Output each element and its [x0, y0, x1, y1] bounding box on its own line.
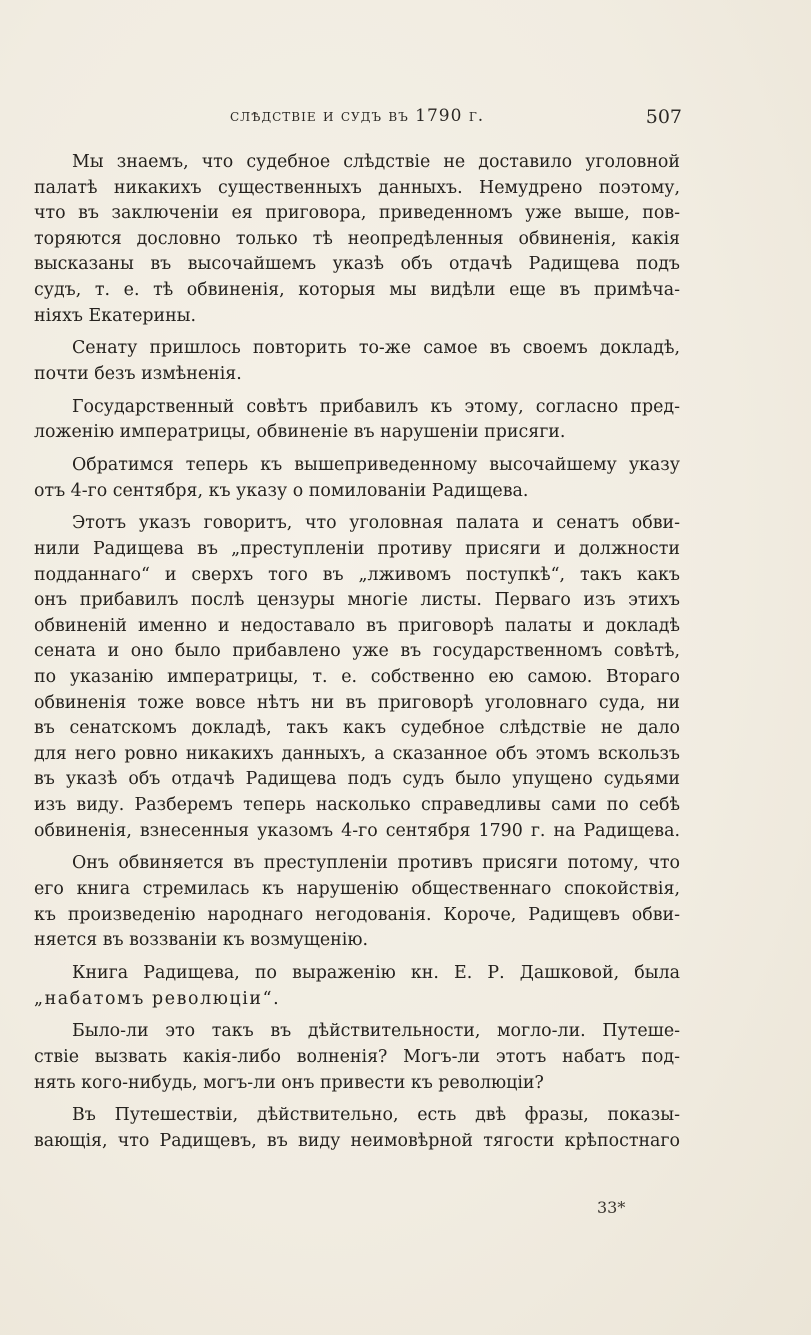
text-line: нять кого-нибудь, могъ-ли онъ привести къ революціи?: [34, 1072, 544, 1093]
text-line: торяются дословно только тѣ неопредѣленныя обвиненія, какія: [34, 228, 680, 249]
text-line: ніяхъ Екатерины.: [34, 305, 197, 326]
text-line: почти безъ измѣненія.: [34, 363, 242, 384]
text-line: Въ Путешествіи, дѣйствительно, есть двѣ фразы, показы-: [72, 1105, 680, 1126]
text-line: вающія, что Радищевъ, въ виду неимовѣрной тягости крѣпостнаго: [34, 1130, 680, 1151]
text-line: палатѣ никакихъ существенныхъ данныхъ. Немудрено поэтому,: [34, 177, 680, 198]
text-line: высказаны въ высочайшемъ указѣ объ отдачѣ Радищева подъ: [34, 254, 680, 275]
paragraph: [34, 453, 680, 504]
text-line: нили Радищева въ „преступленіи противу присяги и должности: [34, 539, 680, 560]
text-line: ложенію императрицы, обвиненіе въ нарушеніи присяги.: [34, 422, 566, 443]
text-line: судъ, т. е. тѣ обвиненія, которыя мы видѣли еще въ примѣча-: [34, 279, 680, 300]
page-header: [70, 106, 682, 136]
text-line: подданнаго“ и сверхъ того въ „лживомъ поступкѣ“, такъ какъ: [34, 564, 680, 585]
text-line: по указанію императрицы, т. е. собственно ею самою. Втораго: [34, 667, 680, 688]
text-line: для него ровно никакихъ данныхъ, а сказанное объ этомъ вскользъ: [34, 743, 680, 764]
paragraph: [34, 1103, 680, 1154]
text-line: въ сенатскомъ докладѣ, такъ какъ судебное слѣдствіе не дало: [34, 718, 680, 739]
text-line: Этотъ указъ говоритъ, что уголовная палата и сенатъ обви-: [72, 513, 680, 534]
signature-mark: 33*: [597, 1198, 626, 1217]
text-line: Было-ли это такъ въ дѣйствительности, могло-ли. Путеше-: [72, 1021, 680, 1042]
paragraph: [34, 851, 680, 953]
text-line: Мы знаемъ, что судебное слѣдствіе не доставило уголовной: [72, 152, 680, 172]
text-line: что въ заключеніи ея приговора, приведенномъ уже выше, пов-: [34, 203, 680, 224]
paragraph: [34, 961, 680, 1012]
text-line: „набатомъ революціи“.: [34, 988, 281, 1009]
text-line: Государственный совѣтъ прибавилъ къ этому, согласно пред-: [72, 396, 680, 417]
text-line: изъ виду. Разберемъ теперь насколько справедливы сами по себѣ: [34, 795, 680, 815]
text-line: Книга Радищева, по выраженію кн. Е. Р. Дашковой, была: [72, 962, 680, 983]
text-line: ствіе вызвать какія-либо волненія? Могъ-ли этотъ набатъ под-: [34, 1046, 680, 1067]
paragraph: [34, 150, 680, 329]
text-line: обвиненій именно и недоставало въ приговорѣ палаты и докладѣ: [34, 615, 680, 636]
text-line: его книга стремилась къ нарушенію общественнаго спокойствія,: [34, 878, 680, 899]
page-number: 507: [645, 106, 682, 128]
body-text: [34, 150, 680, 1162]
text-line: отъ 4-го сентября, къ указу о помилованіи Радищева.: [34, 480, 529, 501]
text-line: въ указѣ объ отдачѣ Радищева подъ судъ было упущено судьями: [34, 769, 680, 790]
text-line: къ произведенію народнаго негодованія. Короче, Радищевъ обви-: [34, 904, 680, 925]
paragraph: [34, 1019, 680, 1096]
text-line: Онъ обвиняется въ преступленіи противъ присяги потому, что: [72, 853, 680, 874]
paragraph: [34, 511, 680, 844]
text-line: Сенату пришлось повторить то-же самое въ своемъ докладѣ,: [72, 338, 680, 359]
paragraph: [34, 336, 680, 387]
text-line: Обратимся теперь къ вышеприведенному высочайшему указу: [72, 455, 680, 476]
text-line: обвиненія, взнесенныя указомъ 4-го сентября 1790 г. на Радищева.: [34, 820, 680, 841]
text-line: обвиненія тоже вовсе нѣтъ ни въ приговорѣ уголовнаго суда, ни: [34, 692, 680, 713]
text-line: онъ прибавилъ послѣ цензуры многіе листы. Перваго изъ этихъ: [34, 590, 680, 611]
text-line: няется въ воззваніи къ возмущенію.: [34, 930, 369, 951]
running-head: слѣдствіе и судъ въ 1790 г.: [230, 106, 485, 126]
text-line: сената и оно было прибавлено уже въ государственномъ совѣтѣ,: [34, 641, 680, 662]
paragraph: [34, 395, 680, 446]
